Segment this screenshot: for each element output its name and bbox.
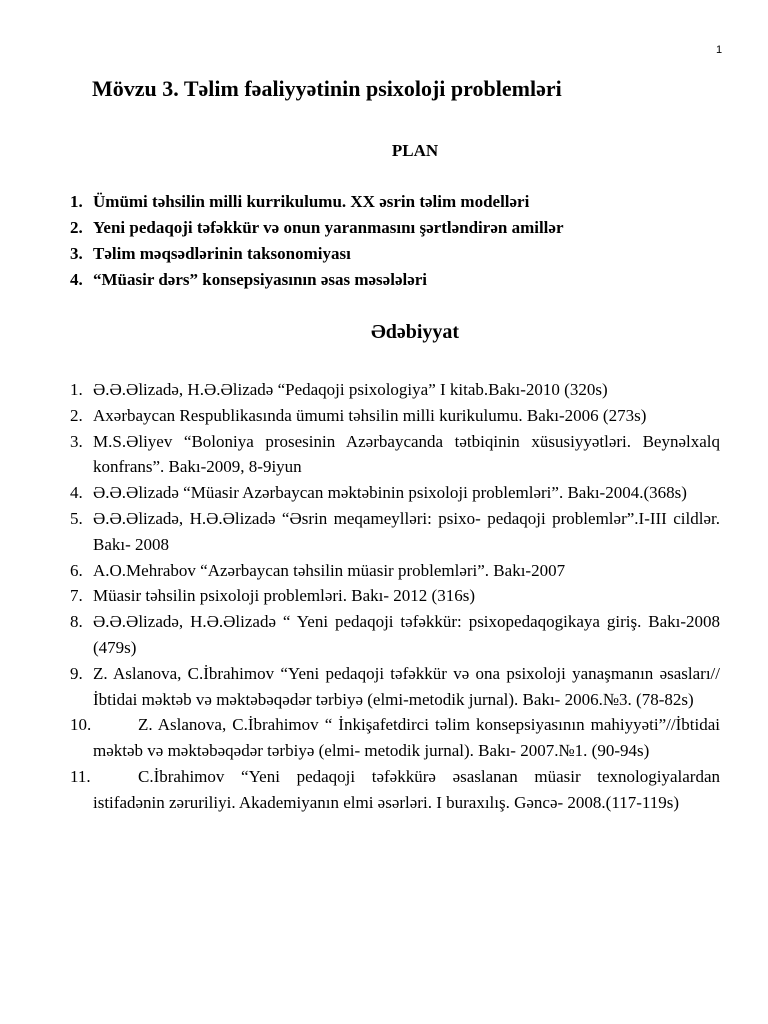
- plan-item-text: “Müasir dərs” konsepsiyasının əsas məsələləri: [93, 270, 428, 289]
- plan-item: [70, 243, 564, 269]
- literature-item-number: 8.: [70, 612, 83, 632]
- literature-item-number: 2.: [70, 405, 83, 425]
- plan-item: [70, 269, 564, 295]
- plan-heading: PLAN: [391, 141, 439, 160]
- literature-item-text: M.S.Əliyev “Boloniya prosesinin Azərbaycanda tətbiqinin xüsusiyyətləri. Beynəlxalq konfrans”. Bakı-2009, 8-9iyun: [93, 431, 720, 477]
- literature-heading: Ədəbiyyat: [370, 321, 460, 343]
- literature-item-text: Ə.Ə.Əlizadə, H.Ə.Əlizadə “Pedaqoji psixologiya” I kitab.Bakı-2010 (320s): [93, 380, 608, 399]
- literature-item-number: 7.: [70, 586, 83, 606]
- literature-item-text: Ə.Ə.Əlizadə “Müasir Azərbaycan məktəbinin psixoloji problemləri”. Bakı-2004.(368s): [93, 483, 687, 503]
- literature-item-number: 10.: [70, 715, 92, 735]
- literature-item-text: Ə.Ə.Əlizadə, H.Ə.Əlizadə “ Yeni pedaqoji təfəkkür: psixopedaqogikaya giriş. Bakı-2008 (479s): [93, 612, 720, 657]
- literature-item-number: 3.: [70, 431, 83, 451]
- literature-item-number: 6.: [70, 560, 83, 580]
- literature-item-number: 1.: [70, 380, 83, 399]
- literature-item: [70, 480, 720, 506]
- literature-item: [70, 506, 720, 558]
- plan-list: [70, 191, 564, 295]
- literature-item: [70, 377, 720, 403]
- literature-item: [70, 609, 720, 661]
- plan-item-number: 2.: [70, 218, 83, 237]
- plan-item-number: 1.: [70, 192, 83, 211]
- literature-item: [70, 558, 720, 584]
- plan-item: [70, 191, 564, 217]
- plan-item-text: Ümümi təhsilin milli kurrikulumu. XX əsrin təlim modelləri: [93, 192, 530, 211]
- literature-item-number: 4.: [70, 483, 83, 503]
- literature-item: [70, 712, 720, 764]
- literature-item-number: 9.: [70, 663, 83, 683]
- plan-item-number: 3.: [70, 244, 83, 263]
- page-number: 1: [716, 44, 723, 56]
- document-title: Mövzu 3. Təlim fəaliyyətinin psixoloji problemləri: [92, 76, 562, 101]
- literature-item-text: Axərbaycan Respublikasında ümumi təhsilin milli kurikulumu. Bakı-2006 (273s): [93, 405, 647, 425]
- literature-item: [70, 403, 720, 429]
- literature-item-text: Ə.Ə.Əlizadə, H.Ə.Əlizadə “Əsrin meqameylləri: psixo- pedaqoji problemlər”.I-III cildlər. Bakı- 2008: [93, 508, 720, 554]
- literature-item-number: 11.: [70, 766, 91, 786]
- literature-item: [70, 583, 720, 609]
- literature-item: [70, 429, 720, 481]
- literature-item-text: C.İbrahimov “Yeni pedaqoji təfəkkürə əsaslanan müasir texnologiyalardan istifadənin zəruriliyi. Akademiyanın elmi əsərləri. I buraxılış. Gəncə- 2008.(117-119s): [93, 766, 720, 812]
- plan-item: [70, 217, 564, 243]
- literature-item: [70, 661, 720, 713]
- literature-item-text: Müasir təhsilin psixoloji problemləri. Bakı- 2012 (316s): [93, 586, 475, 606]
- literature-item-text: A.O.Mehrabov “Azərbaycan təhsilin müasir problemləri”. Bakı-2007: [93, 560, 566, 580]
- literature-item-number: 5.: [70, 508, 83, 528]
- literature-item: [70, 764, 720, 816]
- plan-item-text: Yeni pedaqoji təfəkkür və onun yaranmasını şərtləndirən amillər: [93, 218, 564, 237]
- literature-item-text: Z. Aslanova, C.İbrahimov “Yeni pedaqoji təfəkkür və ona psixoloji yanaşmanın əsasları//İbtidai məktəb və məktəbəqədər tərbiyə (elmi-metodik jurnal). Bakı- 2006.№3. (78-82s): [93, 663, 720, 709]
- literature-list: [70, 377, 720, 816]
- plan-item-text: Təlim məqsədlərinin taksonomiyası: [93, 244, 351, 263]
- plan-item-number: 4.: [70, 270, 83, 289]
- literature-item-text: Z. Aslanova, C.İbrahimov “ İnkişafetdirci təlim konsepsiyasının mahiyyəti”//İbtidai məktəb və məktəbəqədər tərbiyə (elmi- metodik jurnal). Bakı- 2007.№1. (90-94s): [93, 715, 720, 761]
